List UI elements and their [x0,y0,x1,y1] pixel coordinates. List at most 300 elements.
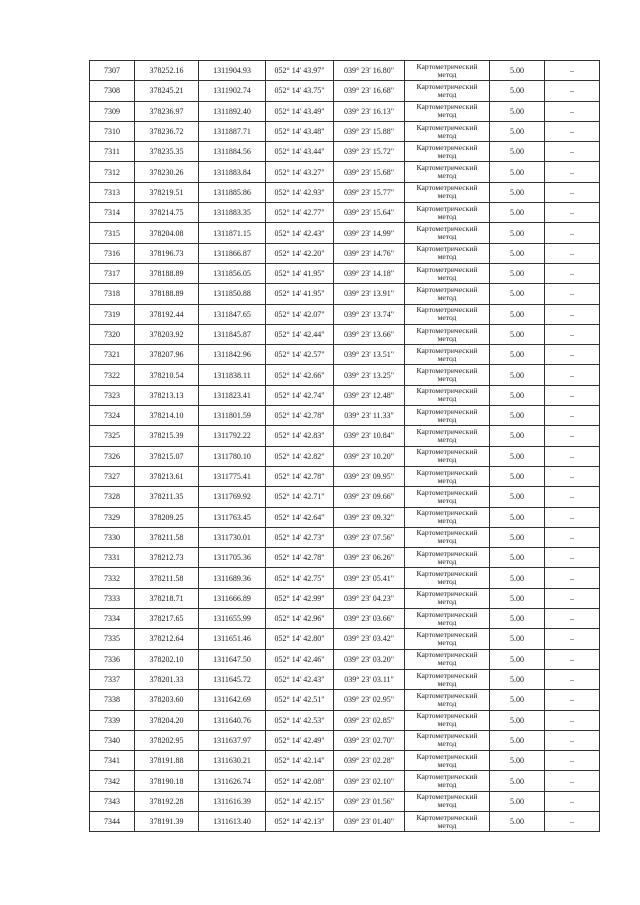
latitude-cell: 052° 14' 42.43" [266,669,334,689]
y-coordinate-cell: 1311838.11 [199,365,266,385]
longitude-cell: 039° 23' 15.77" [334,182,405,202]
table-row [90,548,600,568]
note-cell: – [545,507,600,527]
x-coordinate-cell: 378209.25 [135,507,199,527]
table-row [90,101,600,121]
accuracy-cell: 5.00 [490,284,545,304]
accuracy-cell: 5.00 [490,121,545,141]
note-cell: – [545,263,600,283]
y-coordinate-cell: 1311613.40 [199,811,266,831]
note-cell: – [545,548,600,568]
point-number-cell: 7314 [90,203,135,223]
latitude-cell: 052° 14' 42.80" [266,629,334,649]
latitude-cell: 052° 14' 42.07" [266,304,334,324]
method-cell: Картометрический метод [405,751,490,771]
note-cell: – [545,730,600,750]
note-cell: – [545,690,600,710]
x-coordinate-cell: 378212.73 [135,548,199,568]
method-cell: Картометрический метод [405,81,490,101]
point-number-cell: 7342 [90,771,135,791]
x-coordinate-cell: 378192.44 [135,304,199,324]
x-coordinate-cell: 378192.28 [135,791,199,811]
x-coordinate-cell: 378202.10 [135,649,199,669]
accuracy-cell: 5.00 [490,142,545,162]
longitude-cell: 039° 23' 10.20" [334,446,405,466]
longitude-cell: 039° 23' 02.85" [334,710,405,730]
accuracy-cell: 5.00 [490,791,545,811]
point-number-cell: 7308 [90,81,135,101]
table-row [90,629,600,649]
x-coordinate-cell: 378207.96 [135,345,199,365]
method-cell: Картометрический метод [405,771,490,791]
longitude-cell: 039° 23' 01.40" [334,811,405,831]
coordinates-table [89,60,600,832]
accuracy-cell: 5.00 [490,182,545,202]
table-row [90,669,600,689]
y-coordinate-cell: 1311892.40 [199,101,266,121]
x-coordinate-cell: 378204.08 [135,223,199,243]
method-cell: Картометрический метод [405,629,490,649]
longitude-cell: 039° 23' 03.20" [334,649,405,669]
accuracy-cell: 5.00 [490,629,545,649]
table-row [90,243,600,263]
longitude-cell: 039° 23' 09.32" [334,507,405,527]
method-cell: Картометрический метод [405,649,490,669]
longitude-cell: 039° 23' 16.80" [334,61,405,81]
x-coordinate-cell: 378211.58 [135,568,199,588]
accuracy-cell: 5.00 [490,406,545,426]
x-coordinate-cell: 378218.71 [135,588,199,608]
note-cell: – [545,649,600,669]
longitude-cell: 039° 23' 09.66" [334,487,405,507]
table-row [90,365,600,385]
method-cell: Картометрический метод [405,365,490,385]
note-cell: – [545,406,600,426]
point-number-cell: 7315 [90,223,135,243]
longitude-cell: 039° 23' 13.25" [334,365,405,385]
longitude-cell: 039° 23' 15.68" [334,162,405,182]
note-cell: – [545,811,600,831]
method-cell: Картометрический метод [405,243,490,263]
table-row [90,568,600,588]
note-cell: – [545,487,600,507]
note-cell: – [545,142,600,162]
point-number-cell: 7328 [90,487,135,507]
x-coordinate-cell: 378230.26 [135,162,199,182]
method-cell: Картометрический метод [405,61,490,81]
y-coordinate-cell: 1311763.45 [199,507,266,527]
longitude-cell: 039° 23' 09.95" [334,466,405,486]
accuracy-cell: 5.00 [490,548,545,568]
x-coordinate-cell: 378212.64 [135,629,199,649]
accuracy-cell: 5.00 [490,507,545,527]
latitude-cell: 052° 14' 42.44" [266,324,334,344]
latitude-cell: 052° 14' 42.77" [266,203,334,223]
accuracy-cell: 5.00 [490,243,545,263]
y-coordinate-cell: 1311902.74 [199,81,266,101]
point-number-cell: 7343 [90,791,135,811]
table-row [90,649,600,669]
latitude-cell: 052° 14' 42.14" [266,751,334,771]
table-row [90,345,600,365]
table-row [90,487,600,507]
y-coordinate-cell: 1311856.05 [199,263,266,283]
note-cell: – [545,669,600,689]
latitude-cell: 052° 14' 42.46" [266,649,334,669]
y-coordinate-cell: 1311884.56 [199,142,266,162]
accuracy-cell: 5.00 [490,81,545,101]
y-coordinate-cell: 1311630.21 [199,751,266,771]
method-cell: Картометрический метод [405,324,490,344]
latitude-cell: 052° 14' 42.71" [266,487,334,507]
x-coordinate-cell: 378203.92 [135,324,199,344]
point-number-cell: 7319 [90,304,135,324]
table-row [90,588,600,608]
point-number-cell: 7339 [90,710,135,730]
y-coordinate-cell: 1311823.41 [199,385,266,405]
point-number-cell: 7344 [90,811,135,831]
y-coordinate-cell: 1311689.36 [199,568,266,588]
table-row [90,507,600,527]
note-cell: – [545,771,600,791]
longitude-cell: 039° 23' 02.70" [334,730,405,750]
y-coordinate-cell: 1311647.50 [199,649,266,669]
accuracy-cell: 5.00 [490,568,545,588]
x-coordinate-cell: 378191.88 [135,751,199,771]
accuracy-cell: 5.00 [490,426,545,446]
accuracy-cell: 5.00 [490,669,545,689]
x-coordinate-cell: 378202.95 [135,730,199,750]
x-coordinate-cell: 378191.39 [135,811,199,831]
table-row [90,263,600,283]
note-cell: – [545,385,600,405]
method-cell: Картометрический метод [405,690,490,710]
longitude-cell: 039° 23' 14.76" [334,243,405,263]
table-row [90,811,600,831]
point-number-cell: 7340 [90,730,135,750]
table-row [90,426,600,446]
table-row [90,446,600,466]
accuracy-cell: 5.00 [490,609,545,629]
longitude-cell: 039° 23' 16.13" [334,101,405,121]
accuracy-cell: 5.00 [490,466,545,486]
note-cell: – [545,751,600,771]
note-cell: – [545,588,600,608]
x-coordinate-cell: 378196.73 [135,243,199,263]
point-number-cell: 7313 [90,182,135,202]
x-coordinate-cell: 378188.89 [135,284,199,304]
coordinates-table-body [90,61,600,832]
latitude-cell: 052° 14' 43.97" [266,61,334,81]
y-coordinate-cell: 1311780.10 [199,446,266,466]
method-cell: Картометрический метод [405,487,490,507]
latitude-cell: 052° 14' 42.13" [266,811,334,831]
longitude-cell: 039° 23' 12.48" [334,385,405,405]
latitude-cell: 052° 14' 42.78" [266,466,334,486]
longitude-cell: 039° 23' 13.51" [334,345,405,365]
latitude-cell: 052° 14' 42.99" [266,588,334,608]
accuracy-cell: 5.00 [490,365,545,385]
table-row [90,406,600,426]
latitude-cell: 052° 14' 43.27" [266,162,334,182]
longitude-cell: 039° 23' 02.95" [334,690,405,710]
latitude-cell: 052° 14' 43.75" [266,81,334,101]
note-cell: – [545,121,600,141]
table-row [90,527,600,547]
y-coordinate-cell: 1311616.39 [199,791,266,811]
table-row [90,690,600,710]
accuracy-cell: 5.00 [490,203,545,223]
latitude-cell: 052° 14' 41.95" [266,263,334,283]
longitude-cell: 039° 23' 14.99" [334,223,405,243]
point-number-cell: 7330 [90,527,135,547]
latitude-cell: 052° 14' 42.49" [266,730,334,750]
x-coordinate-cell: 378215.39 [135,426,199,446]
longitude-cell: 039° 23' 03.11" [334,669,405,689]
note-cell: – [545,81,600,101]
y-coordinate-cell: 1311705.36 [199,548,266,568]
latitude-cell: 052° 14' 42.93" [266,182,334,202]
table-row [90,61,600,81]
accuracy-cell: 5.00 [490,304,545,324]
longitude-cell: 039° 23' 05.41" [334,568,405,588]
point-number-cell: 7327 [90,466,135,486]
point-number-cell: 7311 [90,142,135,162]
latitude-cell: 052° 14' 42.74" [266,385,334,405]
point-number-cell: 7316 [90,243,135,263]
note-cell: – [545,182,600,202]
table-row [90,304,600,324]
table-row [90,710,600,730]
note-cell: – [545,243,600,263]
longitude-cell: 039° 23' 15.88" [334,121,405,141]
table-row [90,81,600,101]
y-coordinate-cell: 1311640.76 [199,710,266,730]
method-cell: Картометрический метод [405,568,490,588]
x-coordinate-cell: 378213.13 [135,385,199,405]
method-cell: Картометрический метод [405,791,490,811]
y-coordinate-cell: 1311792.22 [199,426,266,446]
point-number-cell: 7329 [90,507,135,527]
note-cell: – [545,61,600,81]
method-cell: Картометрический метод [405,345,490,365]
accuracy-cell: 5.00 [490,588,545,608]
x-coordinate-cell: 378201.33 [135,669,199,689]
y-coordinate-cell: 1311871.15 [199,223,266,243]
x-coordinate-cell: 378203.60 [135,690,199,710]
latitude-cell: 052° 14' 42.96" [266,609,334,629]
table-row [90,284,600,304]
longitude-cell: 039° 23' 04.23" [334,588,405,608]
accuracy-cell: 5.00 [490,771,545,791]
table-row [90,162,600,182]
method-cell: Картометрический метод [405,203,490,223]
point-number-cell: 7320 [90,324,135,344]
method-cell: Картометрический метод [405,669,490,689]
note-cell: – [545,791,600,811]
method-cell: Картометрический метод [405,162,490,182]
table-row [90,121,600,141]
x-coordinate-cell: 378211.35 [135,487,199,507]
accuracy-cell: 5.00 [490,649,545,669]
x-coordinate-cell: 378252.16 [135,61,199,81]
latitude-cell: 052° 14' 42.78" [266,548,334,568]
method-cell: Картометрический метод [405,609,490,629]
x-coordinate-cell: 378235.35 [135,142,199,162]
table-row [90,203,600,223]
table-row [90,142,600,162]
accuracy-cell: 5.00 [490,710,545,730]
longitude-cell: 039° 23' 16.68" [334,81,405,101]
table-row [90,791,600,811]
x-coordinate-cell: 378211.58 [135,527,199,547]
latitude-cell: 052° 14' 42.73" [266,527,334,547]
table-row [90,223,600,243]
y-coordinate-cell: 1311885.86 [199,182,266,202]
table-row [90,609,600,629]
note-cell: – [545,345,600,365]
point-number-cell: 7333 [90,588,135,608]
method-cell: Картометрический метод [405,142,490,162]
table-row [90,771,600,791]
point-number-cell: 7312 [90,162,135,182]
x-coordinate-cell: 378215.07 [135,446,199,466]
x-coordinate-cell: 378214.10 [135,406,199,426]
method-cell: Картометрический метод [405,121,490,141]
longitude-cell: 039° 23' 06.26" [334,548,405,568]
point-number-cell: 7321 [90,345,135,365]
latitude-cell: 052° 14' 43.49" [266,101,334,121]
latitude-cell: 052° 14' 42.08" [266,771,334,791]
longitude-cell: 039° 23' 11.33" [334,406,405,426]
method-cell: Картометрический метод [405,385,490,405]
y-coordinate-cell: 1311730.01 [199,527,266,547]
method-cell: Картометрический метод [405,548,490,568]
point-number-cell: 7332 [90,568,135,588]
note-cell: – [545,568,600,588]
accuracy-cell: 5.00 [490,730,545,750]
note-cell: – [545,426,600,446]
method-cell: Картометрический метод [405,588,490,608]
latitude-cell: 052° 14' 42.20" [266,243,334,263]
latitude-cell: 052° 14' 43.44" [266,142,334,162]
latitude-cell: 052° 14' 42.64" [266,507,334,527]
latitude-cell: 052° 14' 42.78" [266,406,334,426]
note-cell: – [545,223,600,243]
y-coordinate-cell: 1311883.35 [199,203,266,223]
x-coordinate-cell: 378236.97 [135,101,199,121]
point-number-cell: 7317 [90,263,135,283]
point-number-cell: 7323 [90,385,135,405]
x-coordinate-cell: 378213.61 [135,466,199,486]
longitude-cell: 039° 23' 13.74" [334,304,405,324]
accuracy-cell: 5.00 [490,751,545,771]
x-coordinate-cell: 378217.65 [135,609,199,629]
method-cell: Картометрический метод [405,446,490,466]
longitude-cell: 039° 23' 02.28" [334,751,405,771]
point-number-cell: 7341 [90,751,135,771]
latitude-cell: 052° 14' 42.57" [266,345,334,365]
note-cell: – [545,466,600,486]
note-cell: – [545,324,600,344]
longitude-cell: 039° 23' 03.42" [334,629,405,649]
latitude-cell: 052° 14' 41.95" [266,284,334,304]
y-coordinate-cell: 1311883.84 [199,162,266,182]
point-number-cell: 7334 [90,609,135,629]
point-number-cell: 7326 [90,446,135,466]
point-number-cell: 7325 [90,426,135,446]
accuracy-cell: 5.00 [490,690,545,710]
note-cell: – [545,527,600,547]
y-coordinate-cell: 1311842.96 [199,345,266,365]
note-cell: – [545,101,600,121]
table-row [90,324,600,344]
longitude-cell: 039° 23' 02.10" [334,771,405,791]
accuracy-cell: 5.00 [490,101,545,121]
y-coordinate-cell: 1311866.87 [199,243,266,263]
note-cell: – [545,162,600,182]
longitude-cell: 039° 23' 13.91" [334,284,405,304]
longitude-cell: 039° 23' 13.66" [334,324,405,344]
point-number-cell: 7331 [90,548,135,568]
accuracy-cell: 5.00 [490,324,545,344]
y-coordinate-cell: 1311850.88 [199,284,266,304]
longitude-cell: 039° 23' 15.64" [334,203,405,223]
longitude-cell: 039° 23' 07.56" [334,527,405,547]
method-cell: Картометрический метод [405,263,490,283]
method-cell: Картометрический метод [405,101,490,121]
y-coordinate-cell: 1311642.69 [199,690,266,710]
latitude-cell: 052° 14' 43.48" [266,121,334,141]
note-cell: – [545,710,600,730]
method-cell: Картометрический метод [405,182,490,202]
point-number-cell: 7307 [90,61,135,81]
method-cell: Картометрический метод [405,710,490,730]
table-row [90,751,600,771]
table-row [90,730,600,750]
y-coordinate-cell: 1311651.46 [199,629,266,649]
accuracy-cell: 5.00 [490,61,545,81]
table-row [90,182,600,202]
x-coordinate-cell: 378190.18 [135,771,199,791]
accuracy-cell: 5.00 [490,527,545,547]
note-cell: – [545,609,600,629]
latitude-cell: 052° 14' 42.15" [266,791,334,811]
longitude-cell: 039° 23' 01.56" [334,791,405,811]
latitude-cell: 052° 14' 42.82" [266,446,334,466]
point-number-cell: 7309 [90,101,135,121]
method-cell: Картометрический метод [405,811,490,831]
point-number-cell: 7318 [90,284,135,304]
accuracy-cell: 5.00 [490,487,545,507]
method-cell: Картометрический метод [405,507,490,527]
method-cell: Картометрический метод [405,284,490,304]
table-row [90,385,600,405]
point-number-cell: 7324 [90,406,135,426]
accuracy-cell: 5.00 [490,446,545,466]
latitude-cell: 052° 14' 42.75" [266,568,334,588]
y-coordinate-cell: 1311847.65 [199,304,266,324]
method-cell: Картометрический метод [405,466,490,486]
latitude-cell: 052° 14' 42.51" [266,690,334,710]
method-cell: Картометрический метод [405,730,490,750]
method-cell: Картометрический метод [405,406,490,426]
y-coordinate-cell: 1311666.89 [199,588,266,608]
accuracy-cell: 5.00 [490,263,545,283]
point-number-cell: 7338 [90,690,135,710]
y-coordinate-cell: 1311845.87 [199,324,266,344]
note-cell: – [545,365,600,385]
